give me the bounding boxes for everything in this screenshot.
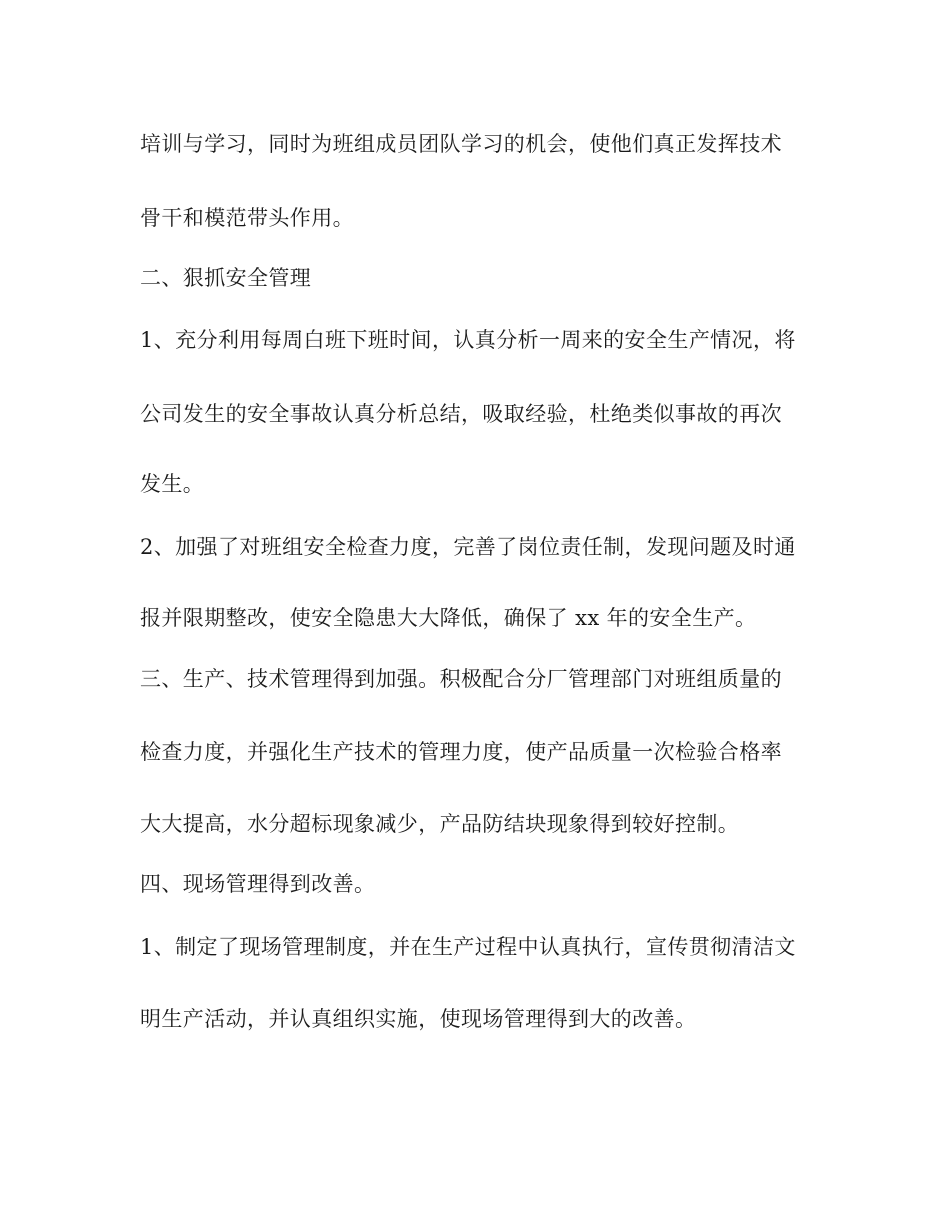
text-line-7: 2、加强了对班组安全检查力度，完善了岗位责任制，发现问题及时通 <box>140 535 796 559</box>
text-line-5: 公司发生的安全事故认真分析总结，吸取经验，杜绝类似事故的再次 <box>140 402 782 426</box>
text-line-13: 1、制定了现场管理制度，并在生产过程中认真执行，宣传贯彻清洁文 <box>140 935 796 959</box>
text-line-11: 大大提高，水分超标现象减少，产品防结块现象得到较好控制。 <box>140 812 740 836</box>
text-line-6: 发生。 <box>140 472 205 496</box>
text-line-8: 报并限期整改，使安全隐患大大降低，确保了 xx 年的安全生产。 <box>140 606 757 630</box>
text-line-2: 骨干和模范带头作用。 <box>140 206 354 230</box>
section-heading-4: 四、现场管理得到改善。 <box>140 872 376 896</box>
text-line-14: 明生产活动，并认真组织实施，使现场管理得到大的改善。 <box>140 1007 697 1031</box>
text-line-4: 1、充分利用每周白班下班时间，认真分析一周来的安全生产情况，将 <box>140 328 796 352</box>
text-line-10: 检查力度，并强化生产技术的管理力度，使产品质量一次检验合格率 <box>140 740 782 764</box>
text-line-1: 培训与学习，同时为班组成员团队学习的机会，使他们真正发挥技术 <box>140 132 782 156</box>
section-heading-2: 二、狠抓安全管理 <box>140 266 312 290</box>
section-heading-3: 三、生产、技术管理得到加强。积极配合分厂管理部门对班组质量的 <box>140 667 782 691</box>
